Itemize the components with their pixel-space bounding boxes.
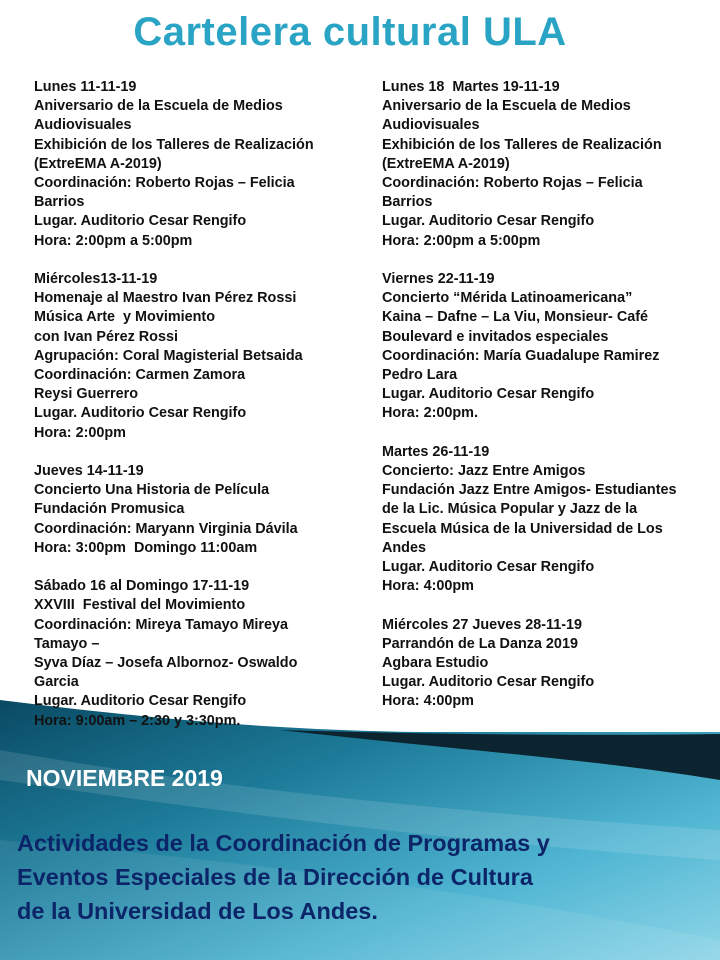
left-event-column	[34, 78, 374, 750]
footer-line: Eventos Especiales de la Dirección de Cultura	[17, 864, 533, 890]
event-detail-line: Agrupación: Coral Magisterial Betsaida	[34, 347, 303, 364]
event-date: Miércoles 27 Jueves 28-11-19	[382, 616, 583, 633]
right-event-column	[382, 78, 720, 731]
footer-line: Actividades de la Coordinación de Programas y	[17, 830, 550, 856]
event-detail-line: Fundación Jazz Entre Amigos- Estudiantes	[382, 482, 677, 499]
event-block	[382, 616, 720, 712]
page-title: Cartelera cultural ULA	[133, 10, 567, 54]
event-detail-line: Hora: 2:00pm.	[382, 405, 478, 422]
event-detail-line: Barrios	[382, 194, 433, 211]
event-detail-line: Pedro Lara	[382, 367, 458, 384]
event-detail-line: Kaina – Dafne – La Viu, Monsieur- Café	[382, 309, 649, 326]
event-block	[34, 78, 374, 251]
event-detail-line: Homenaje al Maestro Ivan Pérez Rossi	[34, 290, 297, 307]
event-detail-line: Andes	[382, 539, 426, 556]
event-detail-line: Audiovisuales	[34, 117, 132, 134]
event-detail-line: Lugar. Auditorio Cesar Rengifo	[382, 386, 595, 403]
event-detail-line: Coordinación: Carmen Zamora	[34, 367, 246, 384]
event-detail-line: Hora: 9:00am – 2:30 y 3:30pm.	[34, 712, 241, 729]
event-date: Martes 26-11-19	[382, 443, 490, 460]
event-detail-line: Hora: 3:00pm Domingo 11:00am	[34, 539, 258, 556]
month-label: NOVIEMBRE 2019	[26, 765, 223, 791]
event-detail-line: (ExtreEMA A-2019)	[382, 155, 510, 172]
event-detail-line: Escuela Música de la Universidad de Los	[382, 520, 663, 537]
event-detail-line: de la Lic. Música Popular y Jazz de la	[382, 501, 638, 518]
event-detail-line: Lugar. Auditorio Cesar Rengifo	[382, 213, 595, 230]
event-date: Lunes 18 Martes 19-11-19	[382, 79, 560, 95]
event-detail-line: Hora: 2:00pm a 5:00pm	[34, 232, 193, 249]
event-detail-line: Barrios	[34, 194, 85, 211]
event-date: Jueves 14-11-19	[34, 463, 144, 480]
event-detail-line: Tamayo –	[34, 635, 100, 652]
event-detail-line: Syva Díaz – Josefa Albornoz- Oswaldo	[34, 655, 298, 672]
event-detail-line: Audiovisuales	[382, 117, 480, 134]
event-detail-line: Aniversario de la Escuela de Medios	[34, 98, 283, 115]
event-date: Sábado 16 al Domingo 17-11-19	[34, 578, 250, 595]
event-detail-line: Hora: 2:00pm	[34, 424, 126, 441]
event-detail-line: Coordinación: Maryann Virginia Dávila	[34, 520, 298, 537]
event-detail-line: (ExtreEMA A-2019)	[34, 155, 162, 172]
event-detail-line: Hora: 2:00pm a 5:00pm	[382, 232, 541, 249]
event-date: Miércoles13-11-19	[34, 271, 158, 288]
event-block	[382, 78, 720, 251]
event-block	[382, 443, 720, 597]
event-detail-line: Hora: 4:00pm	[382, 578, 474, 595]
event-detail-line: Coordinación: María Guadalupe Ramirez	[382, 347, 660, 364]
event-detail-line: XXVIII Festival del Movimiento	[34, 597, 246, 614]
event-detail-line: Lugar. Auditorio Cesar Rengifo	[34, 405, 247, 422]
event-block	[34, 270, 374, 443]
event-detail-line: Hora: 4:00pm	[382, 693, 474, 710]
event-detail-line: Coordinación: Roberto Rojas – Felicia	[382, 175, 643, 192]
event-block	[382, 270, 720, 424]
footer-line: de la Universidad de Los Andes.	[17, 898, 378, 924]
event-detail-line: Aniversario de la Escuela de Medios	[382, 98, 631, 115]
event-detail-line: Boulevard e invitados especiales	[382, 328, 609, 345]
event-date: Lunes 11-11-19	[34, 79, 137, 95]
event-detail-line: Lugar. Auditorio Cesar Rengifo	[34, 693, 247, 710]
event-block	[34, 462, 374, 558]
event-block	[34, 577, 374, 731]
event-detail-line: Exhibición de los Talleres de Realización	[382, 136, 662, 153]
event-detail-line: Coordinación: Roberto Rojas – Felicia	[34, 175, 295, 192]
event-detail-line: Garcia	[34, 674, 79, 691]
footer-text	[17, 826, 717, 928]
event-detail-line: Lugar. Auditorio Cesar Rengifo	[382, 559, 595, 576]
event-detail-line: Agbara Estudio	[382, 655, 489, 672]
event-detail-line: Concierto “Mérida Latinoamericana”	[382, 290, 633, 307]
event-detail-line: con Ivan Pérez Rossi	[34, 328, 178, 345]
event-detail-line: Coordinación: Mireya Tamayo Mireya	[34, 616, 289, 633]
event-detail-line: Fundación Promusica	[34, 501, 185, 518]
event-detail-line: Parrandón de La Danza 2019	[382, 635, 578, 652]
event-detail-line: Exhibición de los Talleres de Realización	[34, 136, 314, 153]
event-detail-line: Concierto: Jazz Entre Amigos	[382, 463, 586, 480]
event-detail-line: Lugar. Auditorio Cesar Rengifo	[34, 213, 247, 230]
event-date: Viernes 22-11-19	[382, 271, 495, 288]
event-detail-line: Lugar. Auditorio Cesar Rengifo	[382, 674, 595, 691]
event-detail-line: Música Arte y Movimiento	[34, 309, 215, 326]
event-detail-line: Reysi Guerrero	[34, 386, 138, 403]
event-detail-line: Concierto Una Historia de Película	[34, 482, 270, 499]
